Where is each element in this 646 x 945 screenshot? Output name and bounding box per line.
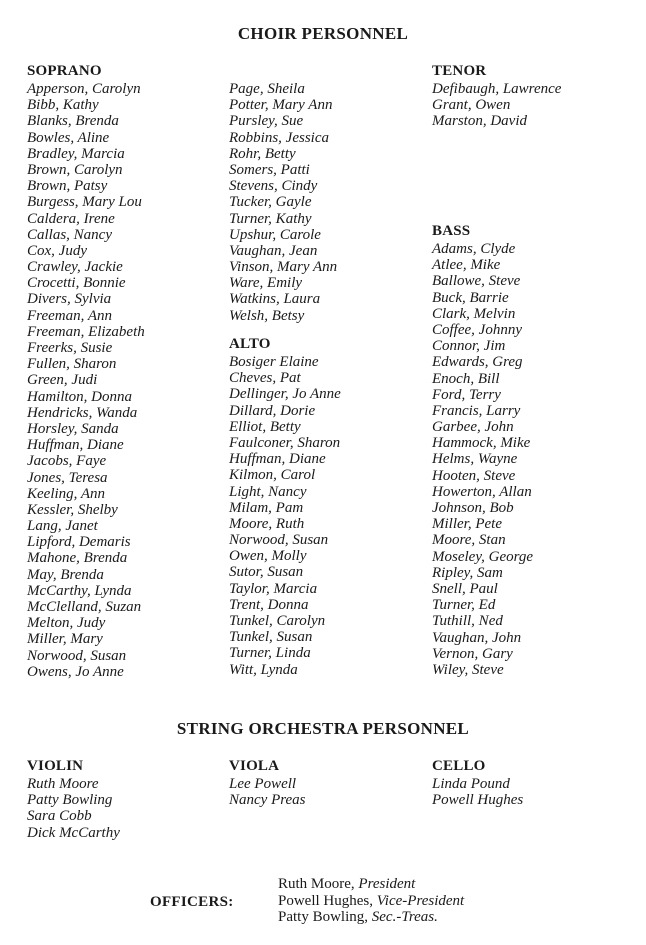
- viola-list: [229, 776, 429, 808]
- name-entry: Mahone, Brenda: [27, 550, 128, 567]
- name-entry: Stevens, Cindy: [229, 178, 318, 195]
- name-entry: Cox, Judy: [27, 242, 87, 259]
- name-entry: Linda Pound: [432, 776, 510, 792]
- name-entry: Johnson, Bob: [432, 500, 514, 516]
- viola-heading: VIOLA: [229, 758, 280, 774]
- bass-list: [432, 241, 632, 678]
- name-entry: Blanks, Brenda: [27, 113, 119, 130]
- viola-column: [229, 756, 429, 808]
- violin-column: [27, 756, 227, 841]
- name-entry: Norwood, Susan: [229, 532, 329, 549]
- violin-heading: VIOLIN: [27, 758, 84, 774]
- tenor-heading: TENOR: [432, 63, 487, 79]
- name-entry: May, Brenda: [27, 566, 104, 583]
- name-entry: Tunkel, Carolyn: [229, 613, 326, 629]
- name-entry: Huffman, Diane: [229, 451, 326, 468]
- name-entry: Adams, Clyde: [432, 241, 516, 257]
- name-entry: Freeman, Ann: [27, 307, 112, 324]
- name-entry: Owen, Molly: [229, 548, 307, 565]
- name-entry: Bibb, Kathy: [27, 97, 99, 114]
- name-entry: Freerks, Susie: [27, 340, 113, 356]
- name-entry: Cheves, Pat: [229, 370, 301, 387]
- name-entry: Helms, Wayne: [432, 451, 518, 468]
- name-entry: Brown, Patsy: [27, 178, 108, 195]
- name-entry: Garbee, John: [432, 419, 514, 436]
- name-entry: Vinson, Mary Ann: [229, 259, 338, 276]
- name-entry: Miller, Pete: [432, 516, 502, 533]
- officer-role: Sec.-Treas.: [371, 909, 438, 925]
- name-entry: Bowles, Aline: [27, 129, 110, 146]
- officer-role: President: [358, 876, 416, 892]
- name-entry: Upshur, Carole: [229, 226, 321, 243]
- name-entry: Kilmon, Carol: [229, 467, 316, 484]
- officer-name: Powell Hughes,: [278, 892, 377, 909]
- name-entry: Ford, Terry: [432, 386, 501, 403]
- name-entry: Moore, Ruth: [229, 515, 305, 532]
- soprano-list: [27, 81, 227, 680]
- name-entry: Howerton, Allan: [432, 483, 532, 500]
- name-entry: Ware, Emily: [229, 275, 303, 292]
- name-entry: Rohr, Betty: [229, 145, 296, 162]
- officer-role: Vice-President: [376, 892, 465, 909]
- name-entry: Taylor, Marcia: [229, 580, 318, 597]
- name-entry: Pursley, Sue: [229, 113, 304, 130]
- name-entry: Grant, Owen: [432, 97, 511, 114]
- name-entry: McClelland, Suzan: [27, 599, 142, 615]
- violin-list: [27, 776, 227, 841]
- name-entry: Trent, Donna: [229, 596, 309, 613]
- name-entry: Light, Nancy: [229, 483, 307, 500]
- name-entry: Huffman, Diane: [27, 437, 124, 454]
- name-entry: Lang, Janet: [27, 518, 98, 535]
- name-entry: Marston, David: [432, 113, 527, 130]
- name-entry: Dick McCarthy: [27, 824, 120, 841]
- name-entry: Miller, Mary: [27, 631, 103, 648]
- cello-column: [432, 756, 632, 808]
- name-entry: Bosiger Elaine: [229, 354, 319, 370]
- name-entry: Dillard, Dorie: [229, 402, 316, 419]
- name-entry: Faulconer, Sharon: [229, 434, 341, 451]
- name-entry: Fullen, Sharon: [27, 356, 117, 373]
- name-entry: McCarthy, Lynda: [27, 582, 132, 599]
- name-entry: Vaughan, Jean: [229, 242, 318, 259]
- name-entry: Welsh, Betsy: [229, 307, 305, 324]
- name-entry: Turner, Kathy: [229, 210, 312, 227]
- name-entry: Sutor, Susan: [229, 564, 304, 581]
- name-entry: Powell Hughes: [432, 792, 524, 809]
- name-entry: Hamilton, Donna: [27, 388, 132, 405]
- officers-label: OFFICERS:: [150, 894, 234, 910]
- soprano-heading: SOPRANO: [27, 63, 102, 79]
- name-entry: Green, Judi: [27, 372, 98, 389]
- name-entry: Connor, Jim: [432, 338, 506, 355]
- name-entry: Tucker, Gayle: [229, 194, 312, 211]
- officer-name: Ruth Moore,: [278, 876, 359, 892]
- name-entry: Brown, Carolyn: [27, 161, 123, 178]
- officer-entry: [278, 876, 464, 893]
- alto-column: [229, 334, 429, 678]
- name-entry: Hammock, Mike: [432, 435, 531, 452]
- cello-heading: CELLO: [432, 758, 486, 774]
- name-entry: Moseley, George: [432, 548, 534, 565]
- name-entry: Potter, Mary Ann: [229, 97, 333, 114]
- soprano-continued-spacer: [229, 61, 429, 81]
- soprano-continued-column: [229, 61, 429, 324]
- name-entry: Dellinger, Jo Anne: [229, 386, 341, 403]
- name-entry: Elliot, Betty: [229, 418, 301, 435]
- bass-column: [432, 221, 632, 678]
- name-entry: Milam, Pam: [229, 499, 304, 516]
- name-entry: Crocetti, Bonnie: [27, 275, 126, 292]
- name-entry: Defibaugh, Lawrence: [432, 81, 562, 97]
- name-entry: Norwood, Susan: [27, 647, 127, 664]
- name-entry: Keeling, Ann: [27, 485, 106, 502]
- name-entry: Hendricks, Wanda: [27, 404, 138, 421]
- bass-heading: BASS: [432, 223, 471, 239]
- name-entry: Atlee, Mike: [432, 257, 501, 274]
- officer-name: Patty Bowling,: [278, 909, 372, 925]
- name-entry: Bradley, Marcia: [27, 145, 125, 162]
- officer-entry: [278, 893, 464, 910]
- name-entry: Hooten, Steve: [432, 467, 516, 484]
- name-entry: Patty Bowling: [27, 792, 113, 809]
- name-entry: Jones, Teresa: [27, 469, 108, 486]
- name-entry: Vaughan, John: [432, 629, 522, 646]
- name-entry: Somers, Patti: [229, 161, 310, 178]
- name-entry: Robbins, Jessica: [229, 129, 329, 146]
- name-entry: Jacobs, Faye: [27, 453, 107, 470]
- name-entry: Edwards, Greg: [432, 354, 523, 371]
- name-entry: Wiley, Steve: [432, 661, 504, 678]
- name-entry: Owens, Jo Anne: [27, 663, 124, 680]
- name-entry: Tuthill, Ned: [432, 613, 503, 630]
- officer-entry: [278, 909, 464, 926]
- name-entry: Nancy Preas: [229, 792, 306, 809]
- name-entry: Snell, Paul: [432, 580, 498, 597]
- name-entry: Ballowe, Steve: [432, 273, 521, 290]
- name-entry: Freeman, Elizabeth: [27, 323, 145, 340]
- name-entry: Enoch, Bill: [432, 370, 500, 387]
- name-entry: Burgess, Mary Lou: [27, 194, 142, 211]
- name-entry: Watkins, Laura: [229, 291, 321, 308]
- name-entry: Page, Sheila: [229, 81, 305, 97]
- orchestra-title: STRING ORCHESTRA PERSONNEL: [176, 719, 470, 738]
- tenor-column: [432, 61, 632, 130]
- name-entry: Lipford, Demaris: [27, 534, 131, 551]
- name-entry: Horsley, Sanda: [27, 420, 119, 437]
- name-entry: Sara Cobb: [27, 808, 92, 825]
- choir-title: CHOIR PERSONNEL: [237, 24, 409, 43]
- cello-list: [432, 776, 632, 808]
- name-entry: Callas, Nancy: [27, 226, 112, 243]
- name-entry: Melton, Judy: [27, 615, 106, 632]
- name-entry: Clark, Melvin: [432, 305, 516, 322]
- tenor-list: [432, 81, 632, 130]
- name-entry: Francis, Larry: [432, 402, 521, 419]
- name-entry: Coffee, Johnny: [432, 321, 522, 338]
- name-entry: Tunkel, Susan: [229, 629, 313, 646]
- name-entry: Ruth Moore: [27, 776, 99, 792]
- soprano-column: [27, 61, 227, 680]
- name-entry: Vernon, Gary: [432, 645, 513, 662]
- name-entry: Kessler, Shelby: [27, 501, 118, 518]
- officers-list: [278, 876, 464, 926]
- name-entry: Turner, Ed: [432, 597, 496, 614]
- name-entry: Turner, Linda: [229, 645, 311, 662]
- name-entry: Ripley, Sam: [432, 564, 503, 581]
- soprano-continued-list: [229, 81, 429, 324]
- name-entry: Buck, Barrie: [432, 289, 509, 306]
- name-entry: Divers, Sylvia: [27, 291, 112, 308]
- name-entry: Caldera, Irene: [27, 210, 115, 227]
- alto-list: [229, 354, 429, 678]
- name-entry: Lee Powell: [229, 776, 297, 792]
- name-entry: Apperson, Carolyn: [27, 81, 141, 97]
- name-entry: Moore, Stan: [432, 532, 506, 549]
- name-entry: Witt, Lynda: [229, 661, 298, 678]
- alto-heading: ALTO: [229, 336, 271, 352]
- name-entry: Crawley, Jackie: [27, 259, 123, 276]
